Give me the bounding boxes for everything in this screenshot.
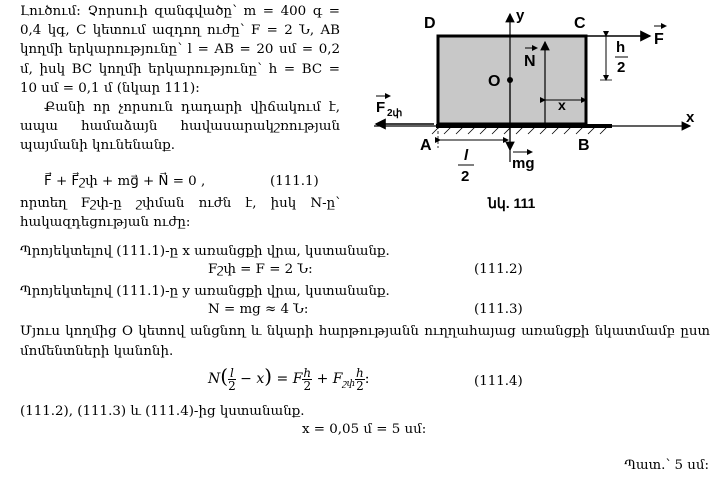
label-D: D bbox=[424, 15, 436, 32]
label-l-two: 2 bbox=[461, 168, 470, 185]
equation-result: x = 0,05 մ = 5 սմ: bbox=[302, 422, 427, 437]
x-projection-text: Պրոյեկտելով (111.1)-ը x առանցքի վրա, կստանանք. bbox=[20, 244, 390, 259]
equation-111-2-number: (111.2) bbox=[474, 262, 523, 277]
equation-111-3-number: (111.3) bbox=[474, 302, 523, 317]
equation-111-1 bbox=[44, 174, 205, 189]
equilibrium-paragraph: Քանի որ չորսուն դադարի վիճակում է, ապա համաձայն հավասարակշռության պայմանի կունենանք. bbox=[20, 100, 340, 154]
center-point bbox=[507, 77, 513, 83]
label-l: l bbox=[464, 147, 469, 164]
equation-111-1-number: (111.1) bbox=[270, 174, 319, 189]
moment-paragraph: Մյուս կողմից O կետով անցնող և նկարի հարթությանն ուղղահայաց առանցքի նկատմամբ ըստ մոմենտների կանոնի. bbox=[20, 324, 710, 359]
given-paragraph: Լուծում: Չորսուի զանգվածը՝ m = 400 գ = 0,4 կգ, C կետում ազդող ուժը՝ F = 2 Ն, AB կողմի երկարությունը՝ l = AB = 20 սմ = 0,2 մ, իսկ BC կողմի երկարությունը՝ h = BC = 10 սմ = 0,1 մ (նկար 111): bbox=[20, 4, 340, 96]
label-O: O bbox=[488, 73, 501, 90]
label-x-axis: x bbox=[686, 109, 695, 126]
label-h-two: 2 bbox=[617, 59, 626, 76]
label-x-distance: x bbox=[558, 97, 566, 113]
combine-text: (111.2), (111.3) և (111.4)-ից կստանանք. bbox=[20, 404, 305, 419]
label-y-axis: y bbox=[516, 7, 525, 24]
label-B: B bbox=[578, 137, 590, 154]
equation-111-2: Fշփ = F = 2 Ն: bbox=[208, 262, 313, 277]
equation-111-4: N( $\frac{l}{2}$ − x) = F $\frac{h}{2}$ + $F_{շփ}$ $\frac{h}{2}$ : bbox=[208, 364, 370, 393]
label-Ffr-sub: 2փ bbox=[387, 108, 403, 119]
label-h: h bbox=[616, 39, 626, 56]
equation-111-4-number: (111.4) bbox=[474, 374, 523, 389]
definition-text: որտեղ Fշփ-ը շփման ուժն է, իսկ N-ը՝ հակազդեցության ուժը: bbox=[20, 196, 340, 231]
intro-column bbox=[20, 2, 340, 156]
equation-111-3: N = mg ≈ 4 Ն: bbox=[208, 302, 309, 317]
y-projection-text: Պրոյեկտելով (111.1)-ը y առանցքի վրա, կստանանք. bbox=[20, 284, 390, 299]
label-Ffr: F bbox=[376, 99, 386, 116]
label-C: C bbox=[574, 15, 586, 32]
label-A: A bbox=[420, 137, 432, 154]
definition-paragraph bbox=[20, 194, 340, 232]
equation-111-1-text: F⃗ + F⃗շփ + mg⃗ + N⃗ = 0 , bbox=[44, 174, 206, 189]
answer: Պատ.՝ 5 սմ: bbox=[624, 458, 709, 473]
figure-caption: նկ. 111 bbox=[488, 195, 536, 211]
label-F: F bbox=[654, 31, 664, 48]
label-N: N bbox=[524, 53, 536, 70]
label-mg: mg bbox=[512, 155, 535, 172]
figure-111 bbox=[360, 0, 717, 190]
